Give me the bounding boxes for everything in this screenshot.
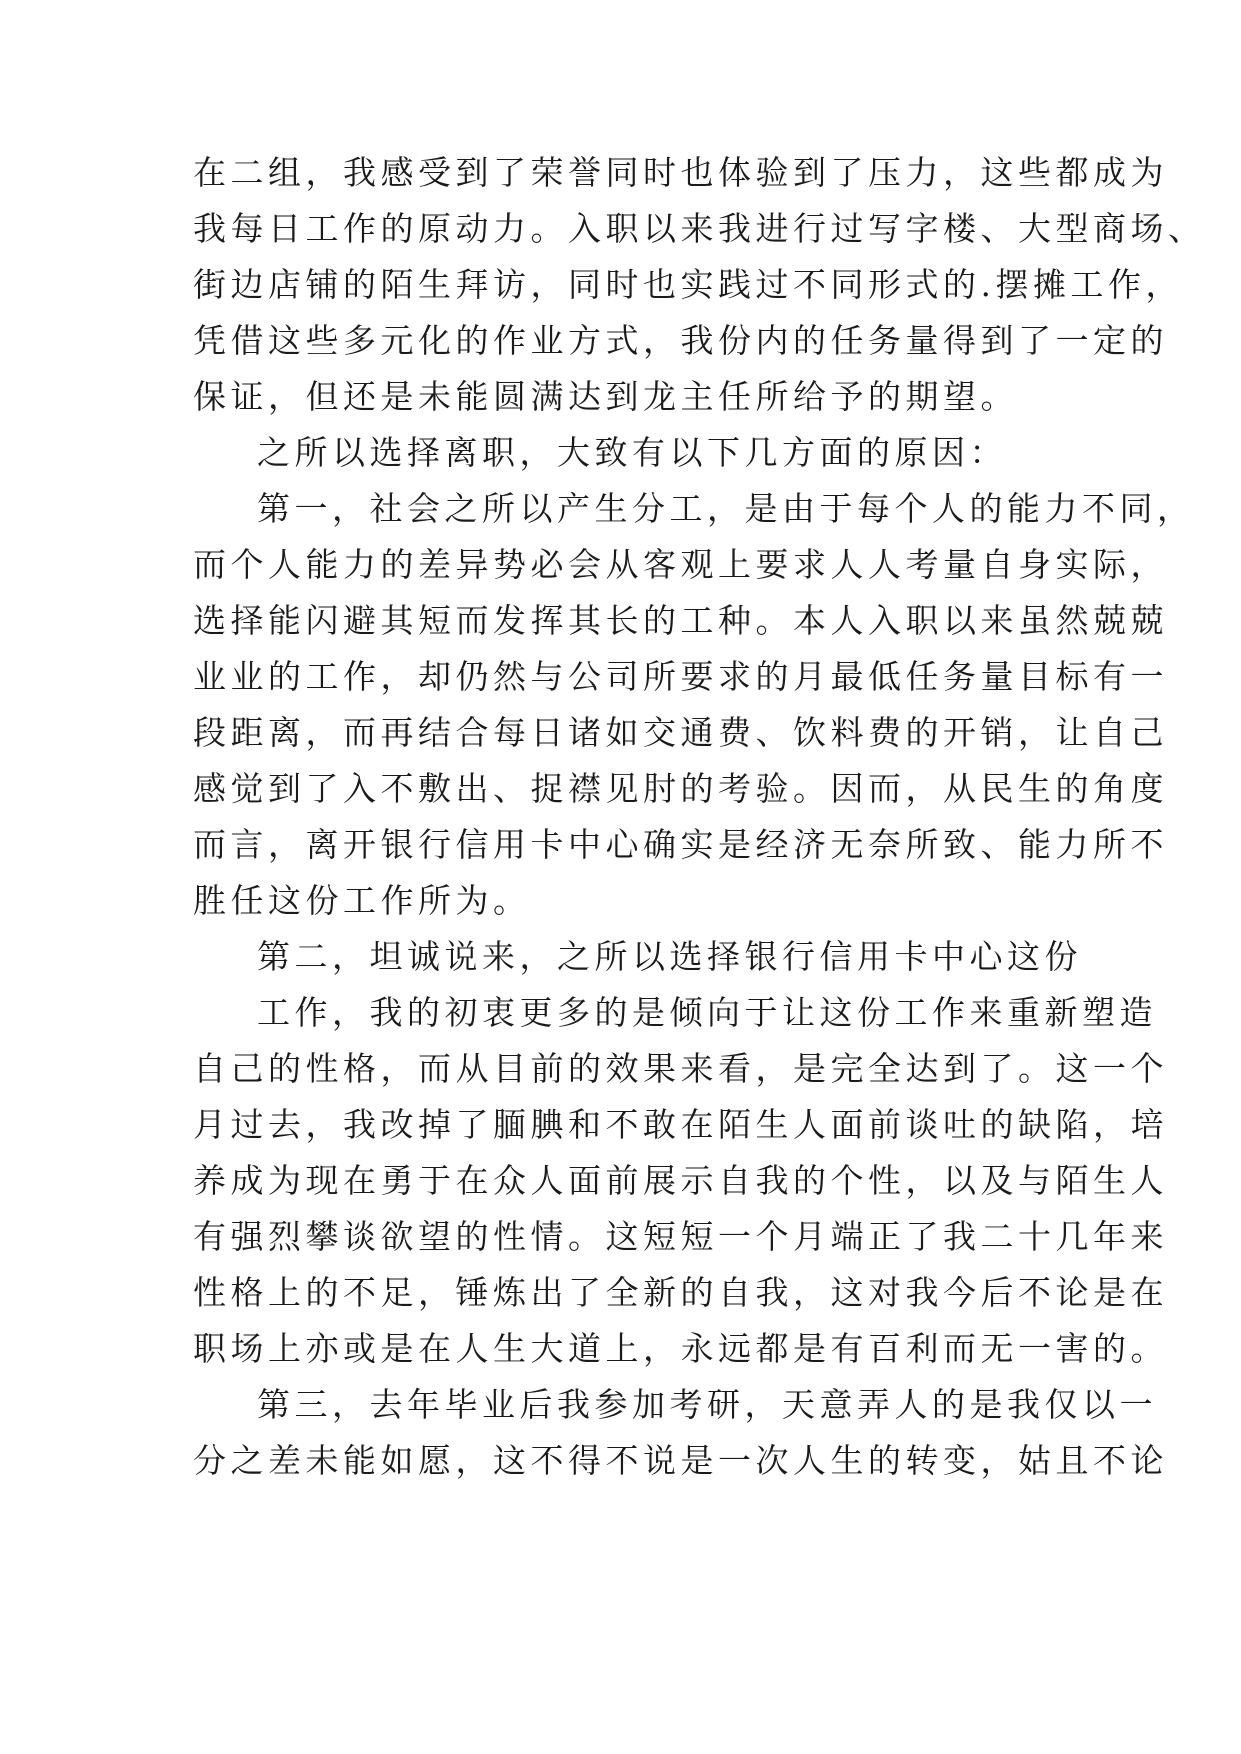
body-text-line: 第一，社会之所以产生分工，是由于每个人的能力不同， xyxy=(257,489,1195,528)
body-text-line: 街边店铺的陌生拜访，同时也实践过不同形式的.摆摊工作， xyxy=(193,265,1183,304)
body-text-line: 胜任这份工作所为。 xyxy=(193,881,531,920)
body-text-line: 第三，去年毕业后我参加考研，天意弄人的是我仅以一 xyxy=(257,1385,1157,1424)
body-text-line: 第二，坦诚说来，之所以选择银行信用卡中心这份 xyxy=(257,937,1082,976)
body-text-line: 有强烈攀谈欲望的性情。这短短一个月端正了我二十几年来 xyxy=(193,1217,1168,1256)
body-text-line: 自己的性格，而从目前的效果来看，是完全达到了。这一个 xyxy=(193,1049,1168,1088)
body-text-line: 职场上亦或是在人生大道上，永远都是有百利而无一害的。 xyxy=(193,1329,1168,1368)
body-text-line: 月过去，我改掉了腼腆和不敢在陌生人面前谈吐的缺陷，培 xyxy=(193,1105,1168,1144)
body-text-line: 养成为现在勇于在众人面前展示自我的个性，以及与陌生人 xyxy=(193,1161,1168,1200)
body-text-line: 而个人能力的差异势必会从客观上要求人人考量自身实际， xyxy=(193,545,1168,584)
body-text-line: 感觉到了入不敷出、捉襟见肘的考验。因而，从民生的角度 xyxy=(193,769,1168,808)
body-text-line: 凭借这些多元化的作业方式，我份内的任务量得到了一定的 xyxy=(193,321,1168,360)
body-text-line: 而言，离开银行信用卡中心确实是经济无奈所致、能力所不 xyxy=(193,825,1168,864)
paragraph-intro-line: 之所以选择离职，大致有以下几方面的原因： xyxy=(257,433,1007,472)
body-text-line: 我每日工作的原动力。入职以来我进行过写字楼、大型商场、 xyxy=(193,209,1206,248)
body-text-line: 段距离，而再结合每日诸如交通费、饮料费的开销，让自己 xyxy=(193,713,1168,752)
body-text-line: 在二组，我感受到了荣誉同时也体验到了压力，这些都成为 xyxy=(193,153,1168,192)
body-text-line: 业业的工作，却仍然与公司所要求的月最低任务量目标有一 xyxy=(193,657,1168,696)
body-text-line: 工作，我的初衷更多的是倾向于让这份工作来重新塑造 xyxy=(257,993,1157,1032)
body-text-line: 分之差未能如愿，这不得不说是一次人生的转变，姑且不论 xyxy=(193,1441,1168,1480)
body-text-line: 保证，但还是未能圆满达到龙主任所给予的期望。 xyxy=(193,377,1018,416)
body-text-line: 性格上的不足，锤炼出了全新的自我，这对我今后不论是在 xyxy=(193,1273,1168,1312)
body-text-line: 选择能闪避其短而发挥其长的工种。本人入职以来虽然兢兢 xyxy=(193,601,1168,640)
